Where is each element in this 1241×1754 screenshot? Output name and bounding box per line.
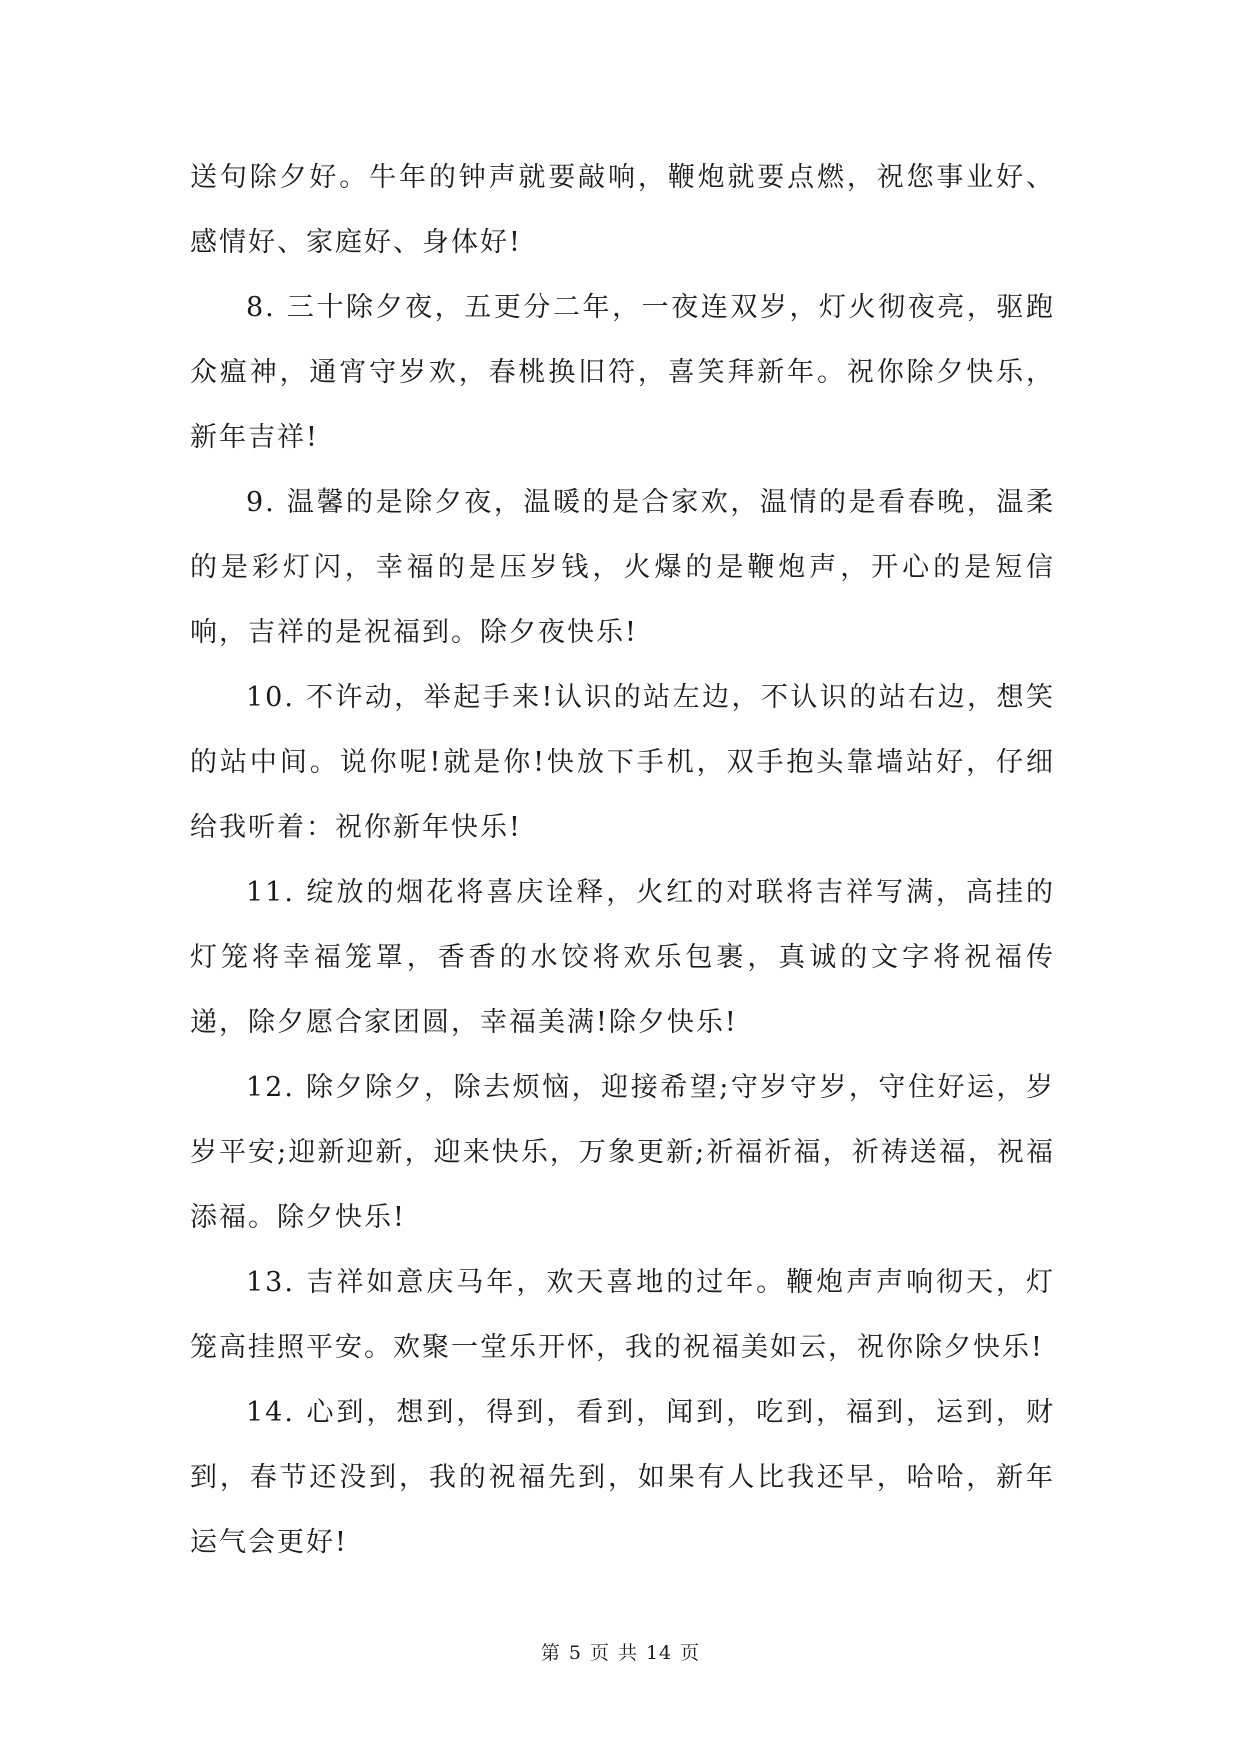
paragraph-item-8: 8. 三十除夕夜，五更分二年，一夜连双岁，灯火彻夜亮，驱跑众瘟神，通宵守岁欢，春桃换旧符，喜笑拜新年。祝你除夕快乐，新年吉祥! <box>190 292 1055 453</box>
footer-total-prefix: 共 <box>617 1642 638 1664</box>
total-pages-number: 14 <box>645 1642 673 1664</box>
paragraph-item-9: 9. 温馨的是除夕夜，温暖的是合家欢，温情的是看春晚，温柔的是彩灯闪，幸福的是压岁钱，火爆的是鞭炮声，开心的是短信响，吉祥的是祝福到。除夕夜快乐! <box>190 487 1055 648</box>
paragraph-item-11: 11. 绽放的烟花将喜庆诠释，火红的对联将吉祥写满，高挂的灯笼将幸福笼罩，香香的水饺将欢乐包裹，真诚的文字将祝福传递，除夕愿合家团圆，幸福美满!除夕快乐! <box>190 877 1055 1038</box>
current-page-number: 5 <box>568 1642 582 1664</box>
document-body <box>190 145 1055 1575</box>
paragraph-item-13: 13. 吉祥如意庆马年，欢天喜地的过年。鞭炮声声响彻天，灯笼高挂照平安。欢聚一堂乐开怀，我的祝福美如云，祝你除夕快乐! <box>190 1267 1055 1363</box>
paragraph-item-14: 14. 心到，想到，得到，看到，闻到，吃到，福到，运到，财到，春节还没到，我的祝福先到，如果有人比我还早，哈哈，新年运气会更好! <box>190 1397 1055 1558</box>
footer-page-label: 页 <box>589 1642 610 1664</box>
footer-total-suffix: 页 <box>680 1642 701 1664</box>
footer-prefix: 第 <box>540 1642 561 1664</box>
paragraph: 送句除夕好。牛年的钟声就要敲响，鞭炮就要点燃，祝您事业好、感情好、家庭好、身体好! <box>190 162 1055 258</box>
page-footer <box>0 1638 1241 1665</box>
paragraph-item-12: 12. 除夕除夕，除去烦恼，迎接希望;守岁守岁，守住好运，岁岁平安;迎新迎新，迎来快乐，万象更新;祈福祈福，祈祷送福，祝福添福。除夕快乐! <box>190 1072 1055 1233</box>
paragraph-item-10: 10. 不许动，举起手来!认识的站左边，不认识的站右边，想笑的站中间。说你呢!就是你!快放下手机，双手抱头靠墙站好，仔细给我听着：祝你新年快乐! <box>190 682 1055 843</box>
